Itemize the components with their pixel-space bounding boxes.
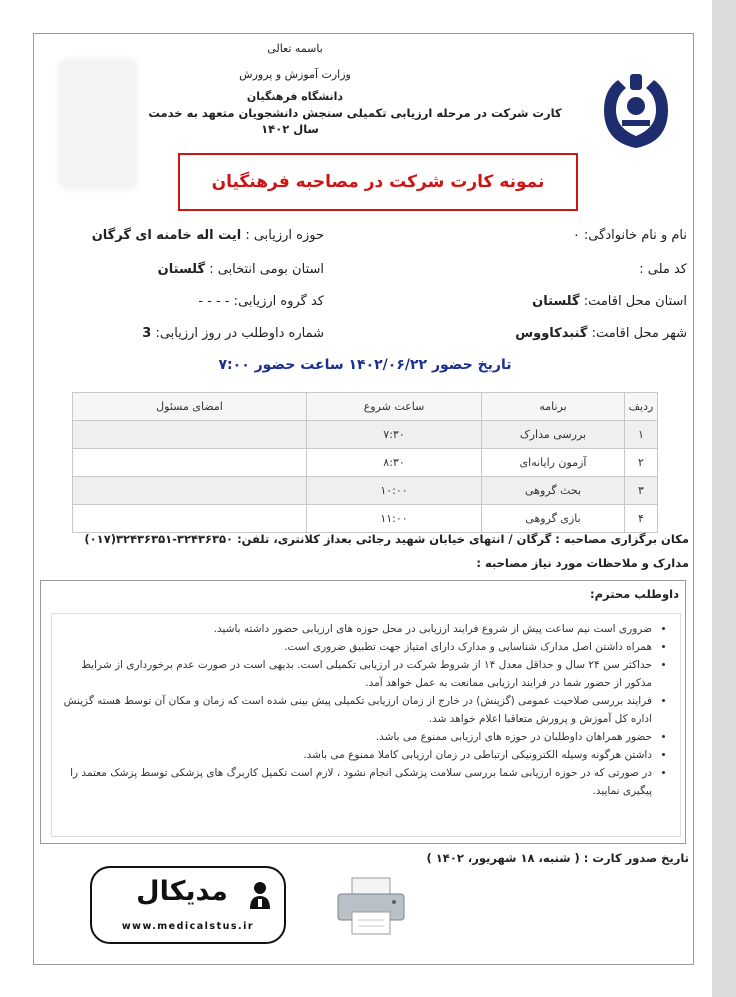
attendance-date: تاریخ حضور ۱۴۰۲/۰۶/۲۲ ساعت حضور ۷:۰۰ bbox=[218, 357, 512, 373]
card-year: سال ۱۴۰۲ bbox=[261, 122, 319, 136]
list-item: • ضروری است نیم ساعت پیش از شروع فرایند ارزیابی در محل حوزه های ارزیابی حضور داشته باشید. bbox=[58, 620, 652, 638]
required-documents-label: مدارک و ملاحظات مورد نیاز مصاحبه : bbox=[476, 556, 689, 570]
header-row-no: ردیف bbox=[625, 393, 658, 421]
city-value: گنبدکاووس bbox=[515, 326, 588, 341]
list-item: • داشتن هرگونه وسیله الکترونیکی ارتباطی در زمان ارزیابی کاملا ممنوع می باشد. bbox=[58, 746, 652, 764]
header-signature: امضای مسئول bbox=[73, 393, 307, 421]
table-row bbox=[73, 505, 658, 533]
list-item: • همراه داشتن اصل مدارک شناسایی و مدارک دارای امتیاز جهت تطبیق ضروری است. bbox=[58, 638, 652, 656]
city-field bbox=[515, 326, 687, 341]
redacted-photo bbox=[58, 58, 138, 190]
table-row bbox=[73, 449, 658, 477]
row-no: ۳ bbox=[625, 477, 658, 505]
list-item: • حداکثر سن ۲۴ سال و حداقل معدل ۱۴ از شروط شرکت در ارزیابی تکمیلی است. بدیهی است در صورت عدم برخورداری از شرایط مذکور از حضور شما در فرایند ارزیابی ممانعت به عمل خواهد آمد. bbox=[58, 656, 652, 692]
row-no: ۴ bbox=[625, 505, 658, 533]
province-choice-field bbox=[158, 262, 324, 277]
header-line-2: وزارت آموزش و پرورش bbox=[239, 68, 351, 81]
row-program: بحث گروهی bbox=[482, 477, 625, 505]
header-start-time: ساعت شروع bbox=[307, 393, 482, 421]
notes-box bbox=[40, 580, 686, 844]
province-choice-value: گلستان bbox=[157, 262, 206, 277]
row-sign bbox=[73, 421, 307, 449]
queue-label: شماره داوطلب در روز ارزیابی: bbox=[155, 326, 324, 341]
card-title: کارت شرکت در مرحله ارزیابی تکمیلی سنجش دانشجویان متعهد به خدمت bbox=[148, 106, 562, 120]
city-label: شهر محل اقامت: bbox=[591, 326, 687, 341]
residence-province-field bbox=[532, 294, 687, 309]
row-time: ۷:۳۰ bbox=[307, 421, 482, 449]
row-sign bbox=[73, 449, 307, 477]
table-row bbox=[73, 421, 658, 449]
list-item: • فرایند بررسی صلاحیت عمومی (گزینش) در خارج از زمان ارزیابی تکمیلی پیش بینی شده است که زمان و مکان آن توسط هسته گزینش اداره کل آموزش و پرورش متعاقبا اعلام خواهد شد. bbox=[58, 692, 652, 728]
venue-address: مکان برگزاری مصاحبه : گرگان / انتهای خیابان شهید رجائی بعداز کلانتری، تلفن: ۳۲۴۳۶۳۵۰-۳۲۴۳۶۳۵۱(۰۱۷) bbox=[84, 532, 689, 546]
row-sign bbox=[73, 505, 307, 533]
printer-icon[interactable] bbox=[334, 876, 408, 936]
right-scroll-strip bbox=[712, 0, 736, 997]
area-value: ایت اله خامنه ای گرگان bbox=[91, 228, 242, 243]
queue-field bbox=[142, 326, 324, 341]
row-no: ۲ bbox=[625, 449, 658, 477]
residence-province-label: استان محل اقامت: bbox=[583, 294, 687, 309]
notes-title: داوطلب محترم: bbox=[590, 587, 679, 601]
row-time: ۱۰:۰۰ bbox=[307, 477, 482, 505]
queue-value: 3 bbox=[142, 326, 152, 341]
brand-url: www.medicalstus.ir bbox=[121, 921, 255, 932]
area-label: حوزه ارزیابی : bbox=[245, 228, 324, 243]
group-code-label: کد گروه ارزیابی: - - - - bbox=[198, 294, 324, 309]
province-choice-label: استان بومی انتخابی : bbox=[209, 262, 324, 277]
row-no: ۱ bbox=[625, 421, 658, 449]
issue-date: تاریخ صدور کارت : ( شنبه، ۱۸ شهریور، ۱۴۰۲ ) bbox=[426, 851, 689, 865]
university-logo-icon bbox=[596, 70, 676, 150]
schedule-header-row bbox=[73, 393, 658, 421]
table-row bbox=[73, 477, 658, 505]
header-line-1: باسمه تعالی bbox=[267, 42, 323, 55]
name-label: نام و نام خانوادگی: ۰ bbox=[572, 228, 687, 243]
schedule-table bbox=[72, 392, 658, 533]
row-program: آزمون رایانه‌ای bbox=[482, 449, 625, 477]
row-time: ۱۱:۰۰ bbox=[307, 505, 482, 533]
row-time: ۸:۳۰ bbox=[307, 449, 482, 477]
header-program: برنامه bbox=[482, 393, 625, 421]
area-field bbox=[92, 228, 324, 243]
header-line-3: دانشگاه فرهنگیان bbox=[246, 90, 344, 103]
row-program: بازی گروهی bbox=[482, 505, 625, 533]
list-item: • در صورتی که در حوزه ارزیابی شما بررسی سلامت پزشکی انجام نشود ، لازم است تکمیل کاربرگ های پزشکی توسط پزشک معتمد را پیگیری نمایید. bbox=[58, 764, 652, 800]
national-id-label: کد ملی : bbox=[639, 262, 687, 277]
brand-watermark bbox=[90, 866, 286, 944]
sample-card-label: نمونه کارت شرکت در مصاحبه فرهنگیان bbox=[178, 153, 578, 211]
notes-inner-frame bbox=[51, 613, 681, 837]
notes-list bbox=[58, 620, 668, 800]
row-program: بررسی مدارک bbox=[482, 421, 625, 449]
brand-name: مدیکال bbox=[136, 876, 228, 907]
row-sign bbox=[73, 477, 307, 505]
doctor-icon bbox=[248, 880, 272, 910]
residence-province-value: گلستان bbox=[532, 294, 580, 309]
list-item: • حضور همراهان داوطلبان در حوزه های ارزیابی ممنوع می باشد. bbox=[58, 728, 652, 746]
